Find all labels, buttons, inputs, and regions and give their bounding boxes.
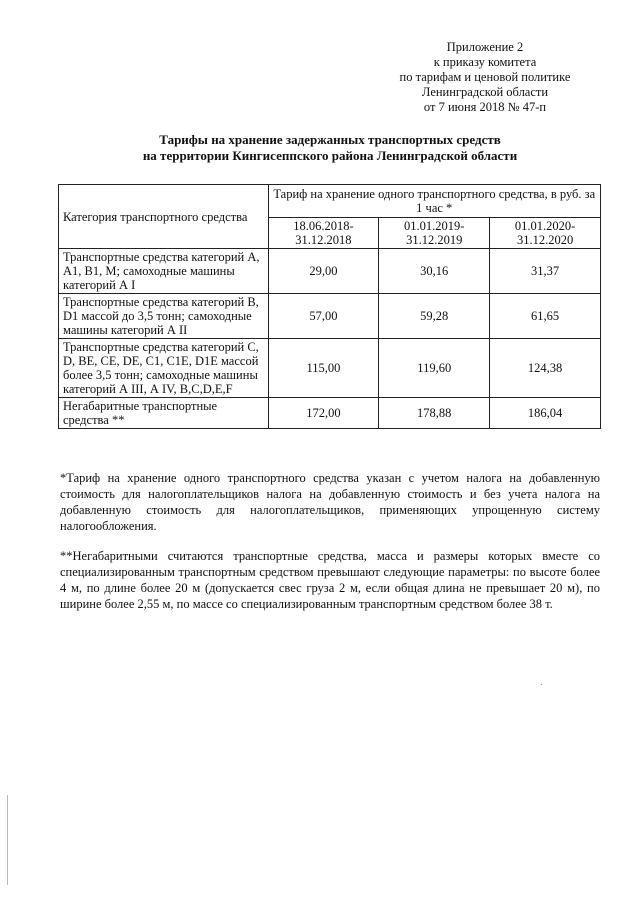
title-line-2: на территории Кингисеппского района Ленинградской области: [142, 148, 518, 163]
category-cell: Транспортные средства категорий В, D1 массой до 3,5 тонн; самоходные машины категорий А II: [59, 294, 269, 339]
footnote-oversized: **Негабаритными считаются транспортные средства, масса и размеры которых вместе со специализированным транспортным средством превышают следующие параметры: по высоте более 4 м, по длине более 20 м (допускается свес груза 2 м, если общая длина не превышает 20 м), по ширине более 2,55 м, по массе со специализированным транспортным средством более 38 т.: [60, 549, 600, 611]
tariff-cell: 29,00: [268, 249, 379, 294]
category-cell: Транспортные средства категорий А, А1, В1, М; самоходные машины категорий А I: [59, 249, 269, 294]
tariff-cell: 178,88: [379, 398, 490, 429]
tariff-cell: 124,38: [490, 339, 601, 398]
table-row: [59, 249, 601, 294]
footnote-vat: *Тариф на хранение одного транспортного средства указан с учетом налога на добавленную стоимость для налогоплательщиков налога на добавленную стоимость и без учета налога на добавленную стоимость для налогоплательщиков, применяющих упрощенную систему налогообложения.: [60, 471, 600, 533]
appendix-line: к приказу комитета: [433, 55, 537, 69]
period-header: 01.01.2020-31.12.2020: [490, 218, 601, 249]
tariff-cell: 172,00: [268, 398, 379, 429]
title-line-1: Тарифы на хранение задержанных транспортных средств: [159, 132, 501, 147]
appendix-line: по тарифам и ценовой политике: [399, 70, 571, 84]
period-header: 01.01.2019-31.12.2019: [379, 218, 490, 249]
appendix-line: Приложение 2: [446, 40, 524, 54]
appendix-line: Ленинградской области: [421, 85, 549, 99]
tariff-cell: 31,37: [490, 249, 601, 294]
tariff-table: [58, 184, 601, 429]
tariff-cell: 115,00: [268, 339, 379, 398]
tariff-cell: 30,16: [379, 249, 490, 294]
category-cell: Негабаритные транспортные средства **: [59, 398, 269, 429]
tariff-cell: 57,00: [268, 294, 379, 339]
tariff-cell: 186,04: [490, 398, 601, 429]
appendix-line: от 7 июня 2018 № 47-п: [423, 100, 547, 114]
period-header: 18.06.2018-31.12.2018: [268, 218, 379, 249]
tariff-cell: 61,65: [490, 294, 601, 339]
category-cell: Транспортные средства категорий С, D, ВЕ, СЕ, DE, С1, С1Е, D1E массой более 3,5 тонн; самоходные машины категорий А III, А IV, В,С,D,Е,F: [59, 339, 269, 398]
scan-speck: [541, 684, 542, 685]
scan-margin-mark: [7, 795, 8, 885]
tariff-cell: 119,60: [379, 339, 490, 398]
table-row: [59, 294, 601, 339]
tariff-cell: 59,28: [379, 294, 490, 339]
category-header: Категория транспортного средства: [59, 185, 269, 249]
table-row: [59, 398, 601, 429]
appendix-block: [380, 40, 590, 115]
table-row: [59, 339, 601, 398]
document-title: [60, 132, 600, 164]
tariff-header: Тариф на хранение одного транспортного средства, в руб. за 1 час *: [268, 185, 601, 218]
